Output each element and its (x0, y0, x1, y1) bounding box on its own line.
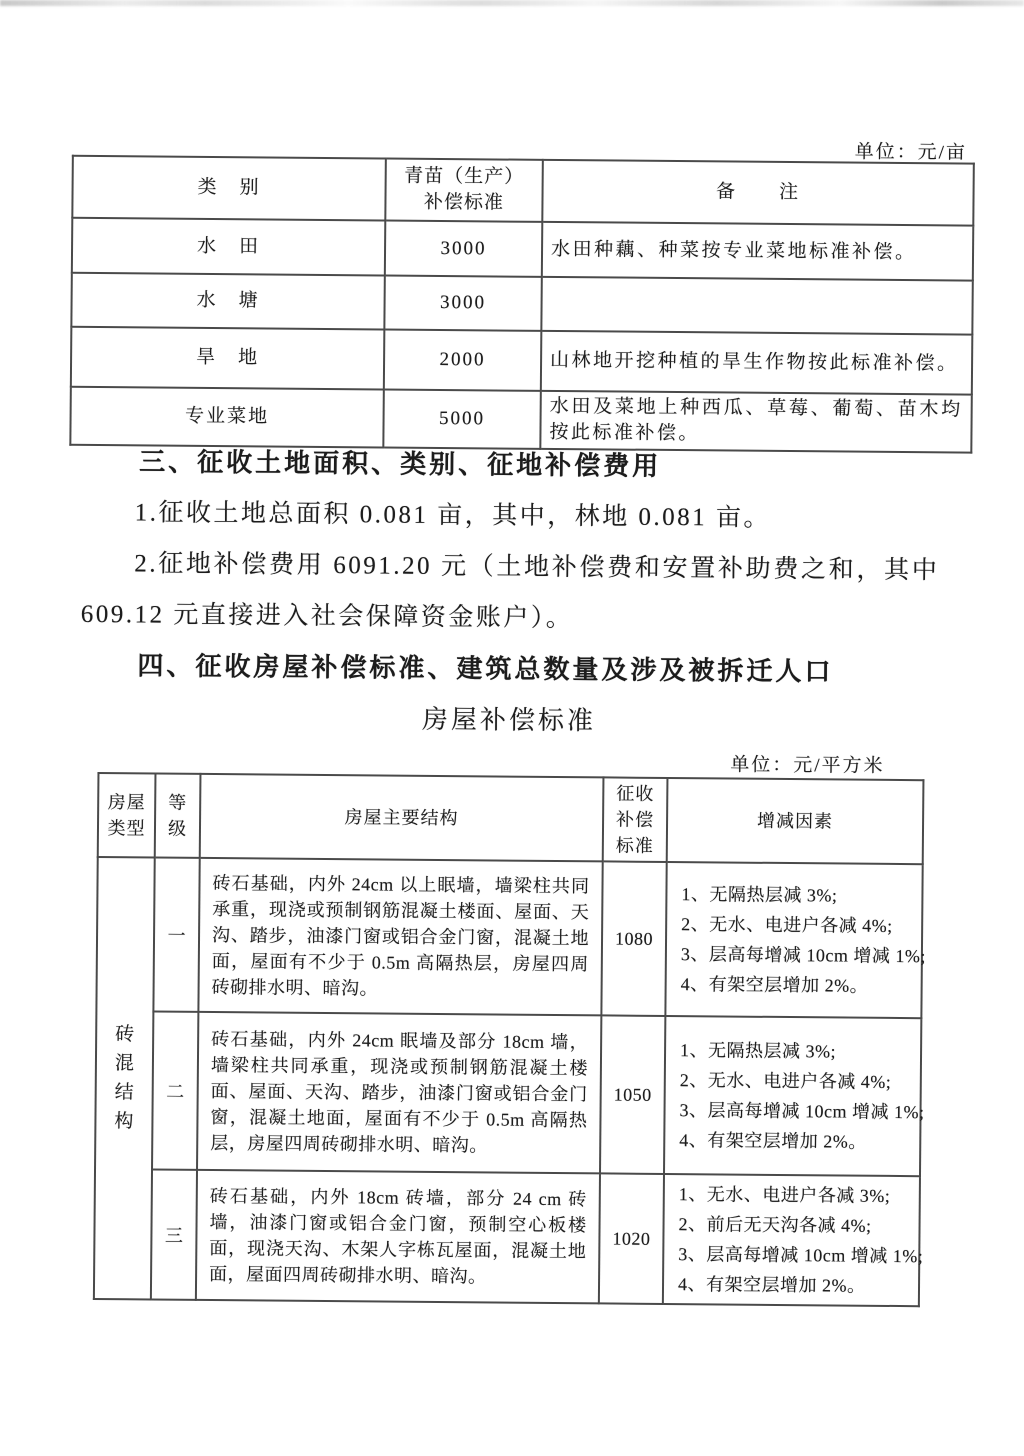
factors-cell (664, 1016, 925, 1176)
land-area-item: 1.征收土地总面积 0.081 亩，其中，林地 0.081 亩。 (134, 499, 772, 532)
house-type-header: 房屋类型 (98, 773, 156, 857)
factor-line: 4、有架空层增加 2%。 (679, 1130, 867, 1152)
standard-cell: 3000 (385, 220, 542, 276)
standard-header: 征收补偿标准 (603, 777, 668, 862)
crop-standard-header: 青苗（生产）补偿标准 (385, 158, 543, 221)
crop-compensation-table (69, 155, 975, 454)
structure-cell: 砖石基础，内外 24cm 以上眠墙，墙梁柱共同承重，现浇或预制钢筋混凝土楼面、屋面、天沟、踏步，油漆门窗或铝合金门窗，混凝土地面，屋面有不少于 0.5m 高隔热层，房屋四周砖砌排水明、暗沟。 (198, 858, 602, 1016)
structure-cell: 砖石基础，内外 18cm 砖墙，部分 24 cm 砖墙，油漆门窗或铝合金门窗，预制空心板楼面，现浇天沟、木架人字栋瓦屋面，混凝土地面，屋面四周砖砌排水明、暗沟。 (196, 1170, 600, 1304)
structure-cell: 砖石基础，内外 24cm 眠墙及部分 18cm 墙，墙梁柱共同承重，现浇或预制钢筋混凝土楼面、屋面、天沟、踏步，油漆门窗或铝合金门窗，混凝土地面，屋面有不少于 0.5m 高隔热层，房屋四周砖砌排水明、暗沟。 (197, 1012, 601, 1174)
house-type-cell (94, 857, 155, 1299)
table-row (96, 857, 922, 1018)
standard-cell: 5000 (383, 389, 541, 448)
unit-label-per-mu: 单位：元/亩 (854, 141, 968, 164)
section-heading-four: 四、征收房屋补偿标准、建筑总数量及涉及被拆迁人口 (137, 651, 834, 687)
category-header: 类 别 (72, 156, 386, 221)
factor-line: 2、前后无天沟各减 4%; (678, 1214, 872, 1236)
section-heading-three: 三、征收土地面积、类别、征地补偿费用 (139, 447, 662, 481)
table-row (71, 327, 972, 395)
factor-line: 4、有架空层增加 2%。 (677, 1274, 866, 1296)
remark-cell: 水田种藕、种菜按专业菜地标准补偿。 (542, 222, 973, 281)
unit-label-per-sqm: 单位：元/平方米 (730, 754, 885, 777)
factor-line: 3、层高每增减 10cm 增减 1%; (678, 1244, 924, 1267)
remark-cell: 水田及菜地上种西瓜、草莓、葡萄、苗木均按此标准补偿。 (540, 391, 971, 453)
factor-line: 1、无水、电进户各减 3%; (678, 1184, 891, 1206)
remark-cell: 山林地开挖种植的旱生作物按此标准补偿。 (541, 331, 973, 395)
factor-line: 1、无隔热层减 3%; (681, 884, 838, 906)
factor-line: 1、无隔热层减 3%; (679, 1040, 837, 1062)
category-cell: 水 塘 (71, 273, 384, 330)
factors-header: 增减因素 (667, 778, 924, 864)
standard-cell: 1080 (601, 861, 666, 1016)
standard-cell: 2000 (384, 329, 542, 390)
table-row (72, 218, 973, 281)
remark-cell (541, 277, 972, 335)
standard-cell: 1020 (599, 1173, 664, 1304)
structure-header: 房屋主要结构 (200, 774, 604, 862)
house-type-label: 砖混结构 (114, 1024, 135, 1133)
factor-line: 2、无水、电进户各减 4%; (681, 914, 893, 936)
house-standard-subtitle: 房屋补偿标准 (421, 704, 597, 736)
table-row (94, 1169, 920, 1306)
factors-cell (663, 1174, 924, 1306)
category-cell: 旱 地 (71, 327, 385, 390)
standard-cell: 1050 (600, 1015, 665, 1174)
factors-cell (665, 862, 926, 1018)
grade-cell: 二 (152, 1011, 198, 1169)
compensation-fee-item: 2.征地补偿费用 6091.20 元（土地补偿费和安置补助费之和，其中 609.12 元直接进入社会保障资金账户）。 (80, 550, 940, 633)
standard-cell: 3000 (384, 275, 541, 330)
table-header-row (72, 156, 974, 226)
factor-line: 3、层高每增减 10cm 增减 1%; (679, 1100, 925, 1123)
category-cell: 专业菜地 (70, 387, 383, 448)
grade-cell: 三 (151, 1169, 197, 1299)
table-row (95, 1011, 921, 1176)
factor-line: 3、层高每增减 10cm 增减 1%; (680, 944, 926, 967)
table-row (71, 273, 972, 335)
remark-header: 备 注 (542, 160, 974, 226)
house-compensation-table (93, 772, 925, 1307)
factor-line: 2、无水、电进户各减 4%; (679, 1070, 892, 1092)
table-header-row (98, 773, 924, 864)
grade-cell: 一 (153, 858, 199, 1012)
category-cell: 水 田 (72, 218, 385, 276)
factor-line: 4、有架空层增加 2%。 (680, 974, 869, 996)
body-text-block (80, 436, 941, 749)
grade-header: 等级 (155, 774, 201, 858)
